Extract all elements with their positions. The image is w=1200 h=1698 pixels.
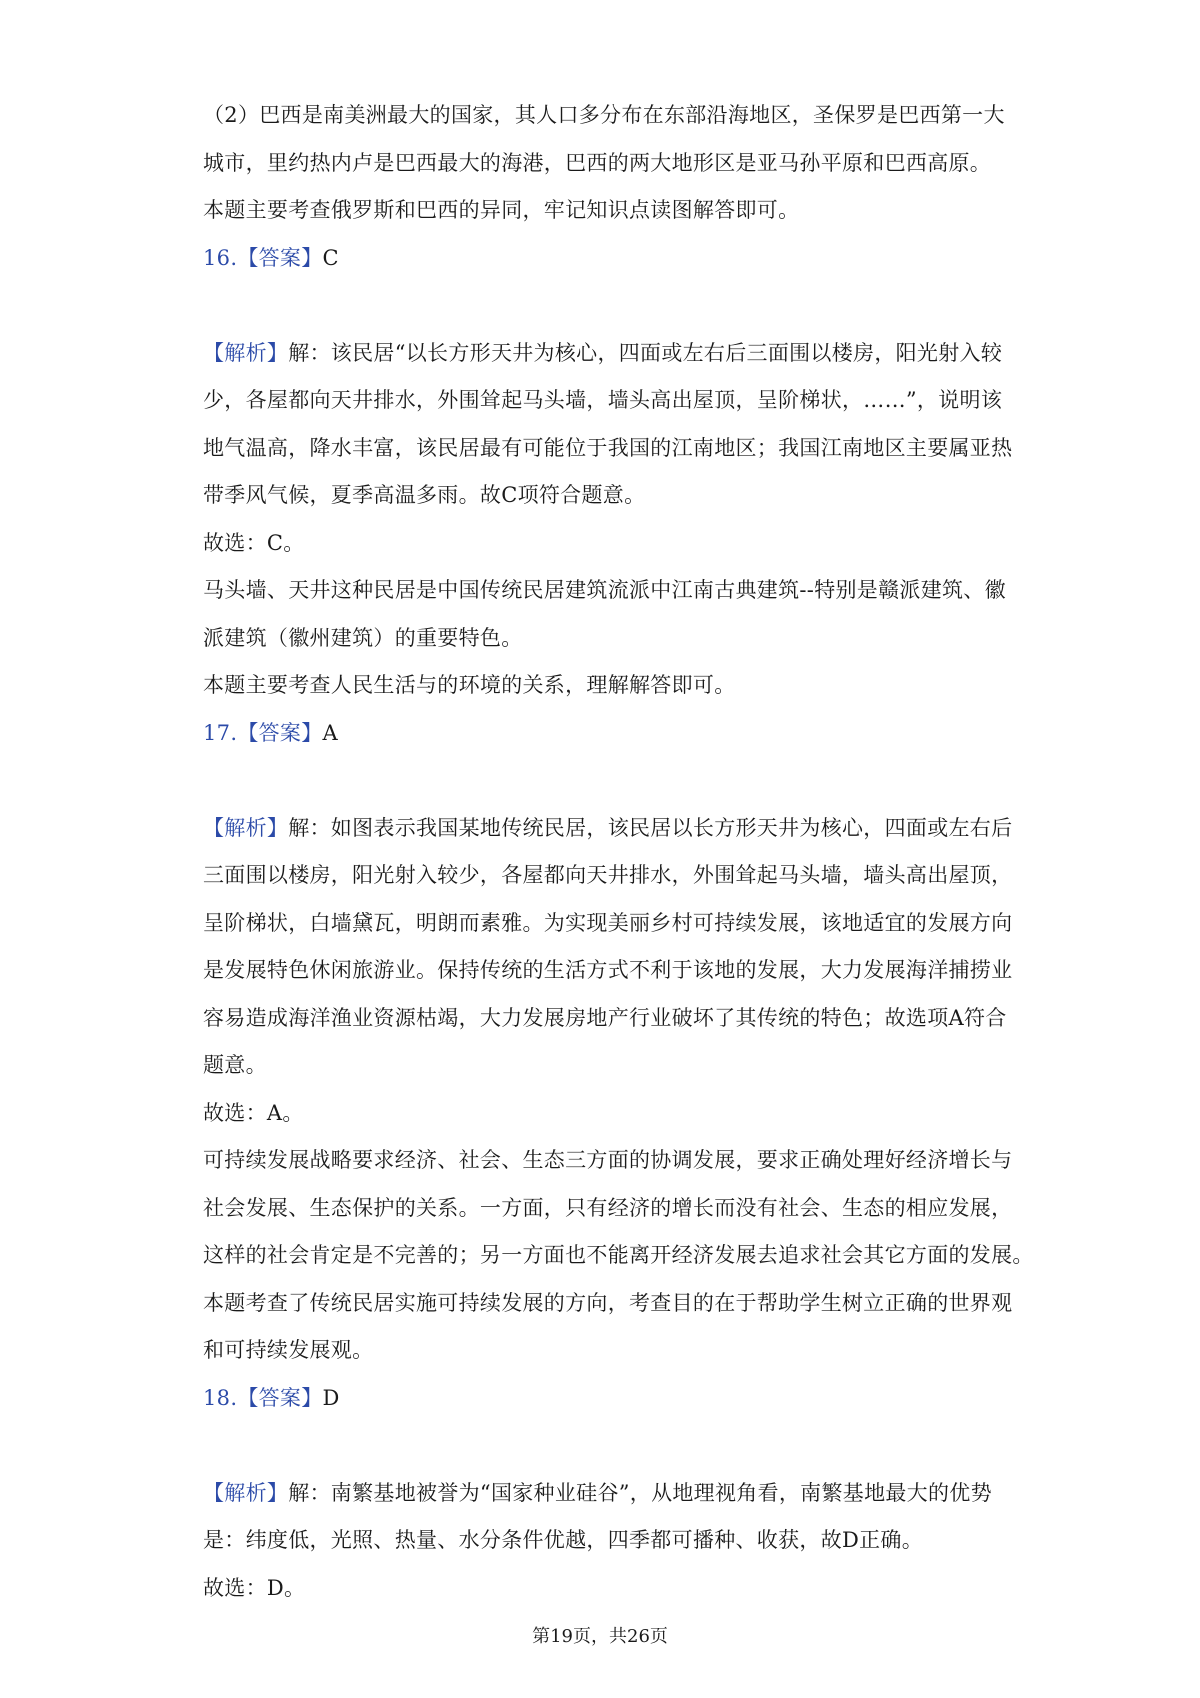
- text-line: 带季风气候，夏季高温多雨。故C项符合题意。: [203, 483, 646, 507]
- text-line: （2）巴西是南美洲最大的国家，其人口多分布在东部沿海地区，圣保罗是巴西第一大: [203, 103, 1005, 127]
- analysis-tag: 【解析】: [203, 340, 289, 365]
- text-line: 故选：D。: [203, 1575, 306, 1600]
- text-line: 本题主要考查人民生活与的环境的关系，理解解答即可。: [203, 673, 736, 697]
- answer-tag: 【答案】: [237, 1385, 323, 1410]
- text-line: 是发展特色休闲旅游业。保持传统的生活方式不利于该地的发展，大力发展海洋捕捞业: [203, 958, 1013, 982]
- document-body: [203, 92, 1034, 1612]
- spacer: [203, 1422, 1013, 1470]
- analysis-tag: 【解析】: [203, 1480, 289, 1505]
- text-line: 故选：A。: [203, 1100, 304, 1125]
- text-line: 派建筑（徽州建筑）的重要特色。: [203, 625, 523, 650]
- text-line: 本题主要考查俄罗斯和巴西的异同，牢记知识点读图解答即可。: [203, 198, 800, 222]
- text-line: 地气温高，降水丰富，该民居最有可能位于我国的江南地区；我国江南地区主要属亚热: [203, 435, 1013, 460]
- analysis-tag: 【解析】: [203, 815, 289, 840]
- spacer: [203, 282, 1013, 330]
- text-line: 少，各屋都向天井排水，外围耸起马头墙，墙头高出屋顶，呈阶梯状，……”，说明该: [203, 388, 1003, 412]
- text-line: 社会发展、生态保护的关系。一方面，只有经济的增长而没有社会、生态的相应发展，: [203, 1195, 1013, 1220]
- text-line: 这样的社会肯定是不完善的；另一方面也不能离开经济发展去追求社会其它方面的发展。: [203, 1243, 1034, 1267]
- text-line: 题意。: [203, 1053, 267, 1077]
- question-number: 18.: [203, 1385, 238, 1410]
- text-line: 城市，里约热内卢是巴西最大的海港，巴西的两大地形区是亚马孙平原和巴西高原。: [203, 150, 992, 175]
- text-line: 容易造成海洋渔业资源枯竭，大力发展房地产行业破坏了其传统的特色；故选项A符合: [203, 1005, 1007, 1030]
- spacer: [203, 757, 1013, 805]
- analysis-text: 解：如图表示我国某地传统民居，该民居以长方形天井为核心，四面或左右后: [288, 815, 1013, 840]
- answer-tag: 【答案】: [237, 720, 323, 745]
- answer-heading-18: [203, 1375, 1013, 1423]
- text-line: 和可持续发展观。: [203, 1338, 374, 1362]
- text-line: 可持续发展战略要求经济、社会、生态三方面的协调发展，要求正确处理好经济增长与: [203, 1148, 1013, 1172]
- answer-value: A: [322, 720, 338, 745]
- analysis-first-line: [203, 330, 1013, 378]
- text-line: 本题考查了传统民居实施可持续发展的方向，考查目的在于帮助学生树立正确的世界观: [203, 1290, 1013, 1315]
- answer-value: D: [322, 1385, 340, 1410]
- answer-heading-16: [203, 235, 1013, 283]
- answer-value: C: [322, 245, 339, 270]
- answer-heading-17: [203, 710, 1013, 758]
- text-line: 呈阶梯状，白墙黛瓦，明朗而素雅。为实现美丽乡村可持续发展，该地适宜的发展方向: [203, 910, 1013, 935]
- text-line: 是：纬度低，光照、热量、水分条件优越，四季都可播种、收获，故D正确。: [203, 1528, 924, 1552]
- analysis-first-line: [203, 805, 1013, 853]
- page-footer: 第19页，共26页: [532, 1626, 668, 1647]
- analysis-text: 解：南繁基地被誉为“国家种业硅谷”，从地理视角看，南繁基地最大的优势: [288, 1480, 992, 1505]
- analysis-first-line: [203, 1470, 1013, 1518]
- text-line: 三面围以楼房，阳光射入较少，各屋都向天井排水，外围耸起马头墙，墙头高出屋顶，: [203, 863, 1013, 887]
- text-line: 马头墙、天井这种民居是中国传统民居建筑流派中江南古典建筑--特别是赣派建筑、徽: [203, 578, 1006, 602]
- analysis-text: 解：该民居“以长方形天井为核心，四面或左右后三面围以楼房，阳光射入较: [288, 340, 1003, 365]
- question-number: 17.: [203, 720, 238, 745]
- question-number: 16.: [203, 245, 238, 270]
- answer-tag: 【答案】: [237, 245, 323, 270]
- text-line: 故选：C。: [203, 530, 305, 555]
